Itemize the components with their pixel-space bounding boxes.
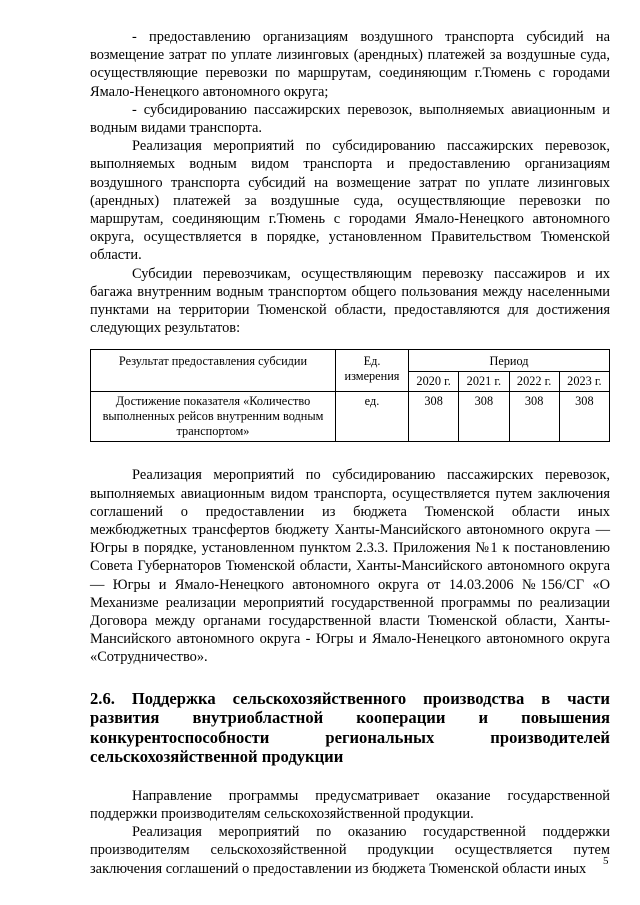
table-row: [91, 392, 610, 442]
page-number: 5: [603, 855, 609, 867]
paragraph-leasing-subsidy: - предоставлению организациям воздушного транспорта субсидий на возмещение затрат по уплате лизинговых (арендных) платежей за воздушные суда, осуществляющие перевозки по маршрутам, соединяющим г.Тюмень с городами Ямало-Ненецкого автономного округа;: [90, 29, 610, 100]
row-value-2022: 308: [509, 392, 559, 442]
row-value-2020: 308: [409, 392, 459, 442]
section-heading: 2.6. Поддержка сельскохозяйственного производства в части развития внутриобластной кооперации и повышения конкурентоспособности региональных производителей сельскохозяйственной продукции: [90, 688, 610, 767]
paragraph-subsidies-carriers: Субсидии перевозчикам, осуществляющим перевозку пассажиров и их багажа внутренним водным транспортом общего пользования между населенными пунктами на территории Тюменской области, предоставляются для достижения следующих результатов:: [90, 265, 610, 337]
year-2020: 2020 г.: [409, 372, 459, 392]
row-value-2021: 308: [459, 392, 509, 442]
document-page: [90, 28, 610, 878]
results-table: [90, 349, 610, 442]
row-unit: ед.: [336, 392, 409, 442]
year-2022: 2022 г.: [509, 372, 559, 392]
paragraph-program-direction: Направление программы предусматривает оказание государственной поддержки производителям сельскохозяйственной продукции.: [90, 787, 610, 822]
paragraph-agri-implementation: Реализация мероприятий по оказанию государственной поддержки производителям сельскохозяйственной продукции осуществляется путем заключения соглашений о предоставлении из бюджета Тюменской области иных: [90, 824, 610, 877]
year-2021: 2021 г.: [459, 372, 509, 392]
row-result: Достижение показателя «Количество выполненных рейсов внутренним водным транспортом»: [91, 392, 336, 442]
header-result: Результат предоставления субсидии: [91, 350, 336, 392]
row-value-2023: 308: [559, 392, 609, 442]
header-period: Период: [409, 350, 610, 372]
paragraph-passenger-subsidy: - субсидированию пассажирских перевозок, выполняемых авиационным и водным видами транспорта.: [90, 101, 610, 137]
header-unit: Ед. измерения: [336, 350, 409, 392]
year-2023: 2023 г.: [559, 372, 609, 392]
paragraph-implementation-water: Реализация мероприятий по субсидированию пассажирских перевозок, выполняемых водным видом транспорта и предоставлению организациям воздушного транспорта субсидий на возмещение затрат по уплате лизинговых (арендных) платежей за воздушные суда, осуществляющие перевозки по маршрутам, соединяющим г.Тюмень с городами Ямало-Ненецкого автономного округа, осуществляется в порядке, установленном Правительством Тюменской области.: [90, 138, 610, 264]
paragraph-aviation-implementation: Реализация мероприятий по субсидированию пассажирских перевозок, выполняемых авиационным видом транспорта, осуществляется путем заключения соглашений о предоставлении из бюджета Тюменской области иных межбюджетных трансфертов бюджету Ханты-Мансийского автономного округа — Югры в порядке, установленном пунктом 2.3.3. Приложения №1 к постановлению Совета Губернаторов Тюменской области, Ханты-Мансийского автономного округа — Югры и Ямало-Ненецкого автономного округа от 14.03.2006 №156/СГ «О Механизме реализации мероприятий государственной программы по реализации Договора между органами государственной власти Тюменской области, Ханты-Мансийского автономного округа - Югры и Ямало-Ненецкого автономного округа «Сотрудничество».: [90, 467, 610, 666]
